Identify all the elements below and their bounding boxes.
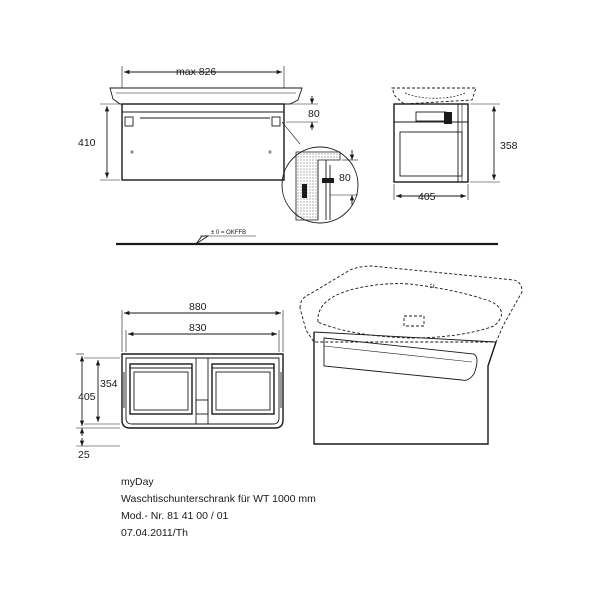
dim-bottom-outer-height: 405 xyxy=(78,391,96,403)
dim-bottom-outer-width: 880 xyxy=(189,301,207,313)
front-view xyxy=(78,66,320,180)
model-number: Mod.- Nr. 81 41 00 / 01 xyxy=(121,510,229,522)
dim-bottom-inner-height: 354 xyxy=(100,378,118,390)
dim-front-width: max 826 xyxy=(176,66,217,78)
drawing-date: 07.04.2011/Th xyxy=(121,527,188,539)
side-view xyxy=(392,88,518,203)
product-description: Waschtischunterschrank für WT 1000 mm xyxy=(121,493,316,505)
floor-line xyxy=(116,230,498,244)
dim-front-height: 410 xyxy=(78,137,96,149)
dim-bottom-inner-width: 830 xyxy=(189,322,207,334)
dim-bottom-leg: 25 xyxy=(78,449,90,461)
title-block xyxy=(121,474,316,542)
dim-side-height: 358 xyxy=(500,140,518,152)
dim-detail-height: 80 xyxy=(339,172,351,184)
floor-reference-label: ± 0 = OKFFB xyxy=(211,230,247,236)
dim-side-depth: 405 xyxy=(418,191,436,203)
detail-callout xyxy=(282,122,358,223)
open-front-view xyxy=(76,301,283,461)
perspective-view xyxy=(300,266,522,444)
product-name: myDay xyxy=(121,476,154,488)
dim-front-inset: 80 xyxy=(308,108,320,120)
